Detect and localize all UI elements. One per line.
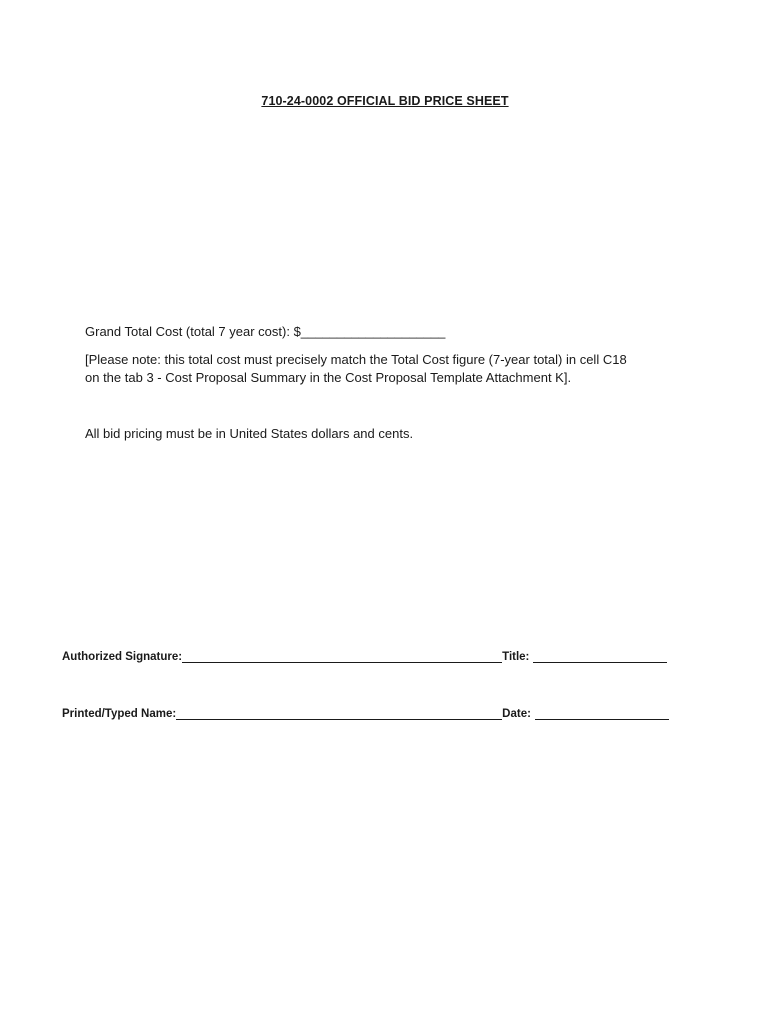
authorized-signature-line[interactable]	[182, 649, 502, 663]
printed-name-line[interactable]	[176, 706, 502, 720]
date-label: Date:	[502, 708, 531, 720]
currency-note: All bid pricing must be in United States dollars and cents.	[85, 426, 414, 441]
printed-name-label: Printed/Typed Name:	[62, 708, 177, 720]
printed-name-row	[62, 706, 669, 720]
authorized-signature-label: Authorized Signature:	[62, 651, 183, 663]
title-line[interactable]	[533, 649, 667, 663]
note-line-2: on the tab 3 - Cost Proposal Summary in the Cost Proposal Template Attachment K].	[85, 370, 572, 385]
grand-total-cost-line: Grand Total Cost (total 7 year cost): $____________________	[85, 324, 446, 339]
note-line-1: [Please note: this total cost must precisely match the Total Cost figure (7-year total) in cell C18	[85, 352, 627, 367]
signature-row	[62, 649, 667, 663]
date-line[interactable]	[535, 706, 669, 720]
page-title: 710-24-0002 OFFICIAL BID PRICE SHEET	[261, 94, 509, 108]
title-label: Title:	[502, 651, 530, 663]
